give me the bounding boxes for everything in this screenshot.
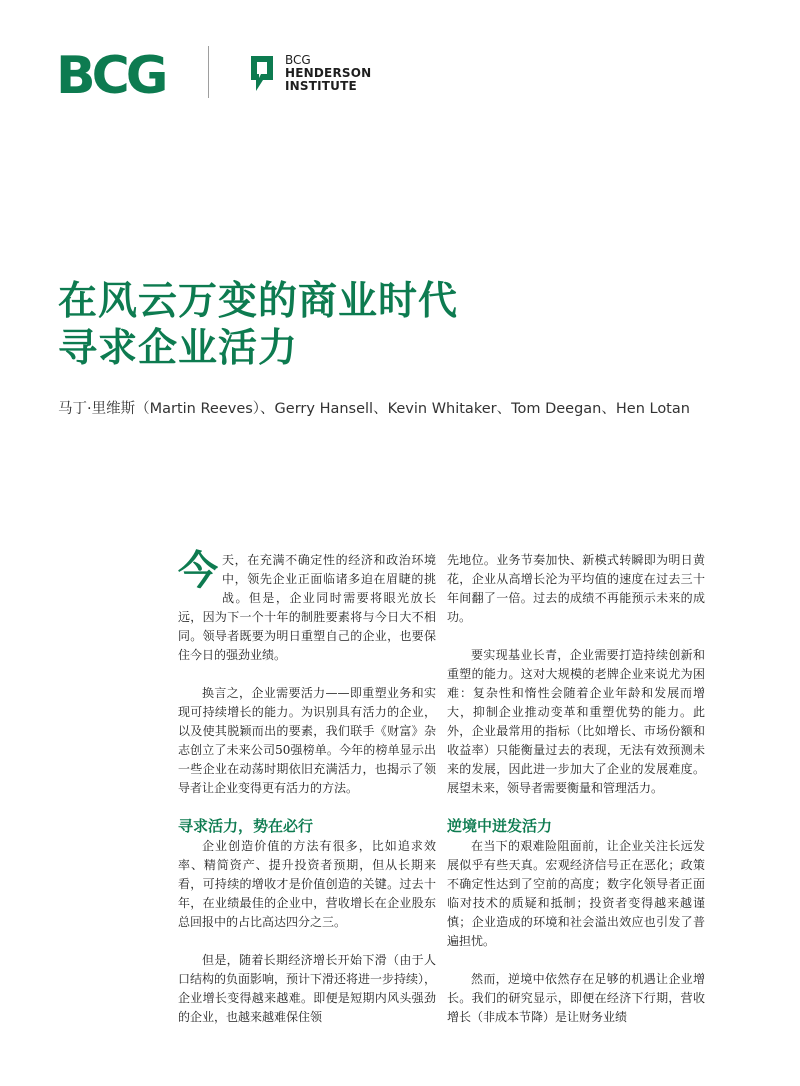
institute-line-2: HENDERSON	[285, 66, 372, 80]
logo-divider	[208, 46, 209, 98]
institute-line-3: INSTITUTE	[285, 79, 357, 93]
paragraph: 但是，随着长期经济增长开始下滑（由于人口结构的负面影响，预计下滑还将进一步持续），企业增长变得越来越难。即便是短期内风头强劲的企业，也越来越难保住领	[178, 953, 437, 1024]
dropcap: 今	[178, 547, 218, 594]
paragraph: 要实现基业长青，企业需要打造持续创新和重塑的能力。这对大规模的老牌企业来说尤为困难：复杂性和惰性会随着企业年龄和发展而增大，抑制企业推动变革和重塑优势的能力。此外，企业最常用的指标（比如增长、市场份额和收益率）只能衡量过去的表现，无法有效预测未来的发展，因此进一步加大了企业的发展难度。展望未来，领导者需要衡量和管理活力。	[447, 648, 705, 795]
henderson-institute-icon	[251, 56, 273, 91]
author-line: 马丁·里维斯（Martin Reeves）、Gerry Hansell、Kevin Whitaker、Tom Deegan、Hen Lotan	[58, 401, 690, 417]
section-heading: 寻求活力，势在必行	[178, 817, 314, 835]
paragraph: 换言之，企业需要活力——即重塑业务和实现可持续增长的能力。为识别具有活力的企业，以及使其脱颖而出的要素，我们联手《财富》杂志创立了未来公司50强榜单。今年的榜单显示出一些企业在动荡时期依旧充满活力，也揭示了领导者让企业变得更有活力的方法。	[178, 686, 436, 795]
intro-text: 天，在充满不确定性的经济和政治环境中，领先企业正面临诸多迫在眉睫的挑战。但是，企业同时需要将眼光放长远，因为下一个十年的制胜要素将与今日大不相同。领导者既要为明日重塑自己的企业，也要保住今日的强劲业绩。	[178, 553, 436, 662]
intro-paragraph	[178, 547, 436, 665]
paragraph: 然而，逆境中依然存在足够的机遇让企业增长。我们的研究显示，即便在经济下行期，营收增长（非成本节降）是让财务业绩	[447, 972, 705, 1024]
title-line-1: 在风云万变的商业时代	[58, 278, 459, 324]
institute-line-1: BCG	[285, 53, 311, 67]
section-heading: 逆境中迸发活力	[447, 817, 553, 835]
bcg-logo: BCG	[56, 46, 165, 106]
henderson-institute-wordmark	[285, 54, 371, 93]
paragraph: 企业创造价值的方法有很多，比如追求效率、精简资产、提升投资者预期，但从长期来看，可持续的增收才是价值创造的关键。过去十年，在业绩最佳的企业中，营收增长在企业股东总回报中的占比高达四分之三。	[178, 839, 436, 929]
right-column	[447, 551, 705, 1046]
title-line-2: 寻求企业活力	[58, 325, 299, 371]
left-column	[178, 547, 437, 1046]
page-title	[58, 278, 698, 372]
paragraph: 在当下的艰难险阻面前，让企业关注长远发展似乎有些天真。宏观经济信号正在恶化；政策不确定性达到了空前的高度；数字化领导者正面临对技术的质疑和抵制；投资者变得越来越谨慎；企业造成的环境和社会溢出效应也引发了普遍担忧。	[447, 839, 705, 948]
paragraph: 先地位。业务节奏加快、新模式转瞬即为明日黄花，企业从高增长沦为平均值的速度在过去三十年间翻了一倍。过去的成绩不再能预示未来的成功。	[447, 553, 705, 624]
